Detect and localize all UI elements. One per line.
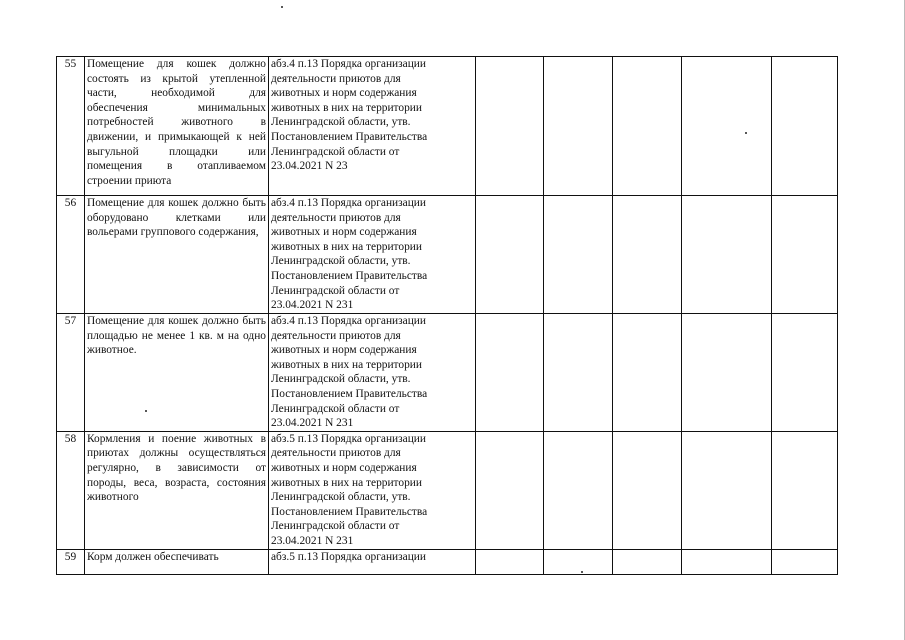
legal-reference: абз.4 п.13 Порядка организации деятельности приютов для животных и норм содержания животных в них на территории Ленинградской области, утв. Постановлением Правительства Ленинградской области от 23.04.2021 N 231 [269, 314, 476, 432]
answer-cell [772, 549, 838, 574]
requirements-table [56, 56, 838, 575]
answer-cell [476, 57, 544, 196]
answer-cell [544, 549, 613, 574]
row-number: 57 [57, 314, 85, 432]
row-number: 55 [57, 57, 85, 196]
legal-reference: абз.5 п.13 Порядка организации [269, 549, 476, 574]
answer-cell [772, 431, 838, 549]
answer-cell [544, 196, 613, 314]
answer-cell [772, 57, 838, 196]
answer-cell [682, 196, 772, 314]
row-number: 59 [57, 549, 85, 574]
answer-cell [544, 431, 613, 549]
answer-cell [682, 431, 772, 549]
answer-cell [613, 57, 682, 196]
scan-speck [281, 6, 283, 8]
legal-reference: абз.4 п.13 Порядка организации деятельности приютов для животных и норм содержания животных в них на территории Ленинградской области, утв. Постановлением Правительства Ленинградской области от 23.04.2021 N 231 [269, 196, 476, 314]
answer-cell [613, 196, 682, 314]
answer-cell [682, 549, 772, 574]
answer-cell [682, 57, 772, 196]
table-row [57, 431, 838, 549]
requirement-text: Помещение для кошек должно состоять из крытой утепленной части, необходимой для обеспечения минимальных потребностей животного в движении, и примыкающей к ней выгульной площадки или помещения в отапливаемом строении приюта [85, 57, 269, 196]
answer-cell [476, 314, 544, 432]
answer-cell [613, 314, 682, 432]
answer-cell [544, 314, 613, 432]
legal-reference: абз.4 п.13 Порядка организации деятельности приютов для животных и норм содержания животных в них на территории Ленинградской области, утв. Постановлением Правительства Ленинградской области от 23.04.2021 N 23 [269, 57, 476, 196]
requirement-text: Кормления и поение животных в приютах должны осуществляться регулярно, в зависимости от породы, веса, возраста, состояния животного [85, 431, 269, 549]
answer-cell [476, 431, 544, 549]
answer-cell [682, 314, 772, 432]
row-number: 56 [57, 196, 85, 314]
row-number: 58 [57, 431, 85, 549]
requirement-text: Помещение для кошек должно быть оборудовано клетками или вольерами группового содержания, [85, 196, 269, 314]
answer-cell [772, 196, 838, 314]
legal-reference: абз.5 п.13 Порядка организации деятельности приютов для животных и норм содержания животных в них на территории Ленинградской области, утв. Постановлением Правительства Ленинградской области от 23.04.2021 N 231 [269, 431, 476, 549]
requirement-text: Корм должен обеспечивать [85, 549, 269, 574]
table-row [57, 314, 838, 432]
table-row [57, 196, 838, 314]
answer-cell [613, 431, 682, 549]
requirement-text: Помещение для кошек должно быть площадью не менее 1 кв. м на одно животное. [85, 314, 269, 432]
answer-cell [613, 549, 682, 574]
answer-cell [544, 57, 613, 196]
answer-cell [476, 549, 544, 574]
table-row [57, 549, 838, 574]
answer-cell [772, 314, 838, 432]
answer-cell [476, 196, 544, 314]
table-row [57, 57, 838, 196]
